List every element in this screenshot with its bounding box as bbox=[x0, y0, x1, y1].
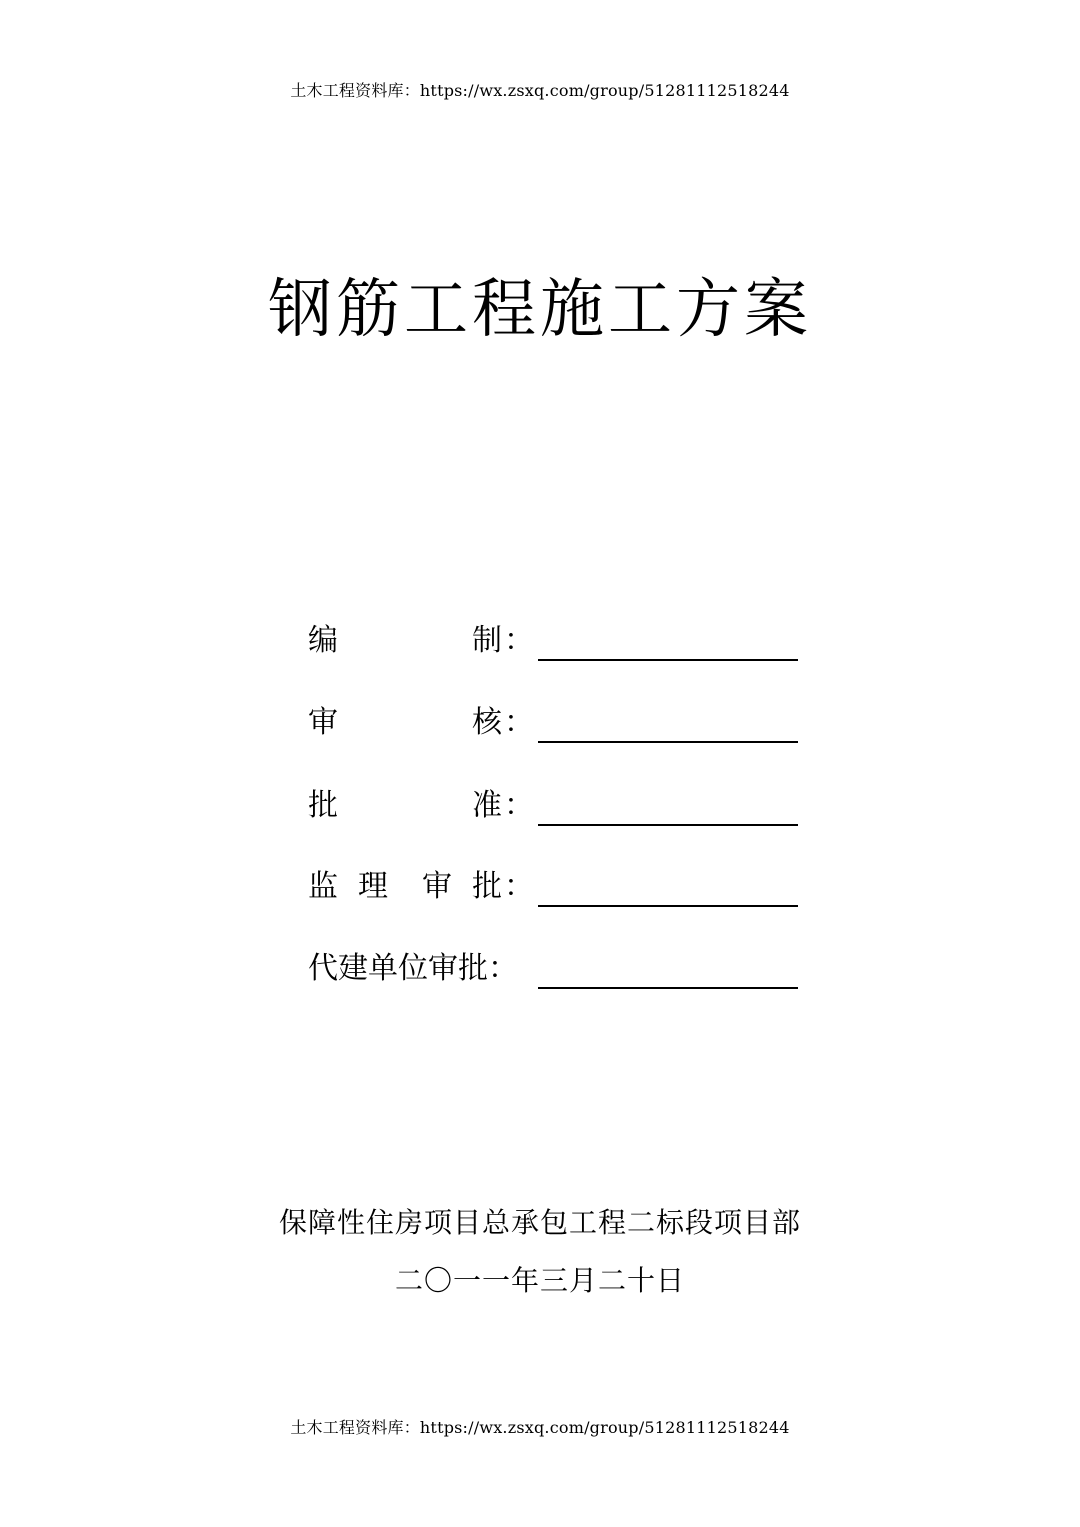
page-footer-source: 土木工程资料库：https://wx.zsxq.com/group/51281112518244 bbox=[290, 1418, 790, 1437]
signoff-row-compiled: 编 制 ： bbox=[308, 621, 808, 661]
signoff-field-agent[interactable] bbox=[538, 987, 798, 989]
document-date: 二〇一一年三月二十日 bbox=[394, 1264, 685, 1297]
signoff-field-approved[interactable] bbox=[538, 824, 798, 826]
signoff-label-agent: 代建单位审批： bbox=[308, 951, 518, 986]
organization-name: 保障性住房项目总承包工程二标段项目部 bbox=[278, 1206, 801, 1239]
signoff-row-supervisor: 监 理 审 批 ： bbox=[308, 867, 808, 907]
signoff-field-reviewed[interactable] bbox=[538, 741, 798, 743]
signoff-row-approved: 批 准 ： bbox=[308, 786, 808, 826]
signoff-row-agent bbox=[308, 949, 808, 989]
signoff-field-compiled[interactable] bbox=[538, 659, 798, 661]
signoff-row-reviewed: 审 核 ： bbox=[308, 703, 808, 743]
document-title: 钢筋工程施工方案 bbox=[268, 273, 812, 347]
signoff-field-supervisor[interactable] bbox=[538, 905, 798, 907]
page-header-source: 土木工程资料库：https://wx.zsxq.com/group/51281112518244 bbox=[290, 81, 790, 100]
